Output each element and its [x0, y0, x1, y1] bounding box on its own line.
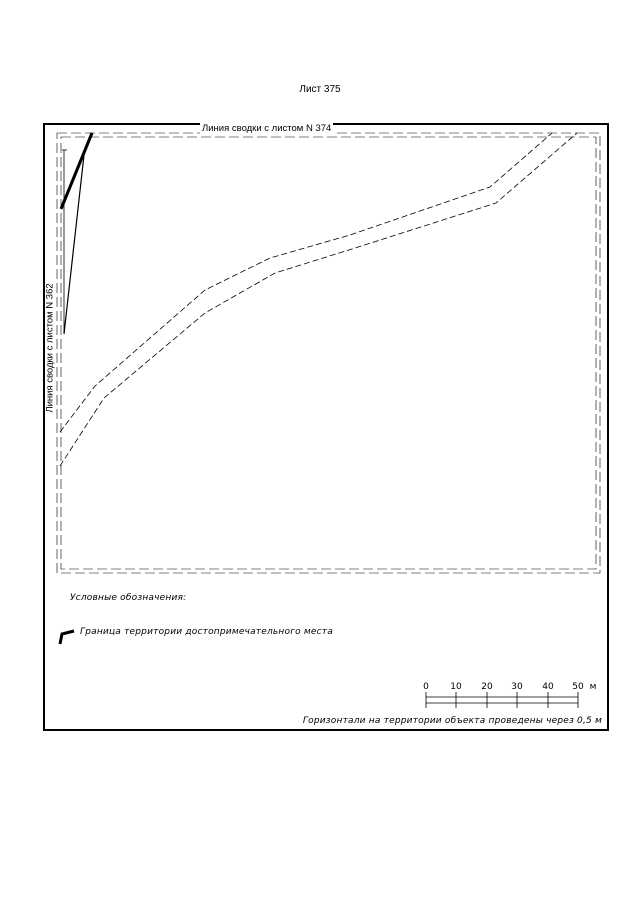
scale-tick-0: 0: [423, 682, 429, 692]
road-lower-edge: [60, 133, 577, 466]
legend-title: Условные обозначения:: [70, 593, 187, 603]
legend-heavy-boundary-icon: [60, 631, 74, 644]
scale-tick-10: 10: [450, 682, 462, 692]
scale-unit: м: [589, 682, 597, 692]
sheet-title: Лист 375: [299, 84, 341, 95]
scale-tick-50: 50: [572, 682, 584, 692]
legend-item-label: Граница территории достопримечательного места: [80, 627, 333, 637]
road-dashed-lines: [60, 133, 577, 466]
inner-dashed-frame: [57, 133, 600, 573]
scale-bar: [426, 692, 578, 708]
top-seam-label: Линия сводки с листом N 374: [202, 123, 332, 134]
site-boundary: [61, 133, 92, 334]
scale-tick-30: 30: [511, 682, 523, 692]
boundary-thin-segment: [64, 133, 92, 334]
road-upper-edge: [60, 133, 552, 432]
scale-tick-20: 20: [481, 682, 493, 692]
left-seam-label: Линия сводки с листом N 362: [44, 283, 56, 413]
scale-tick-40: 40: [542, 682, 554, 692]
contour-note: Горизонтали на территории объекта проведены через 0,5 м: [302, 716, 602, 726]
